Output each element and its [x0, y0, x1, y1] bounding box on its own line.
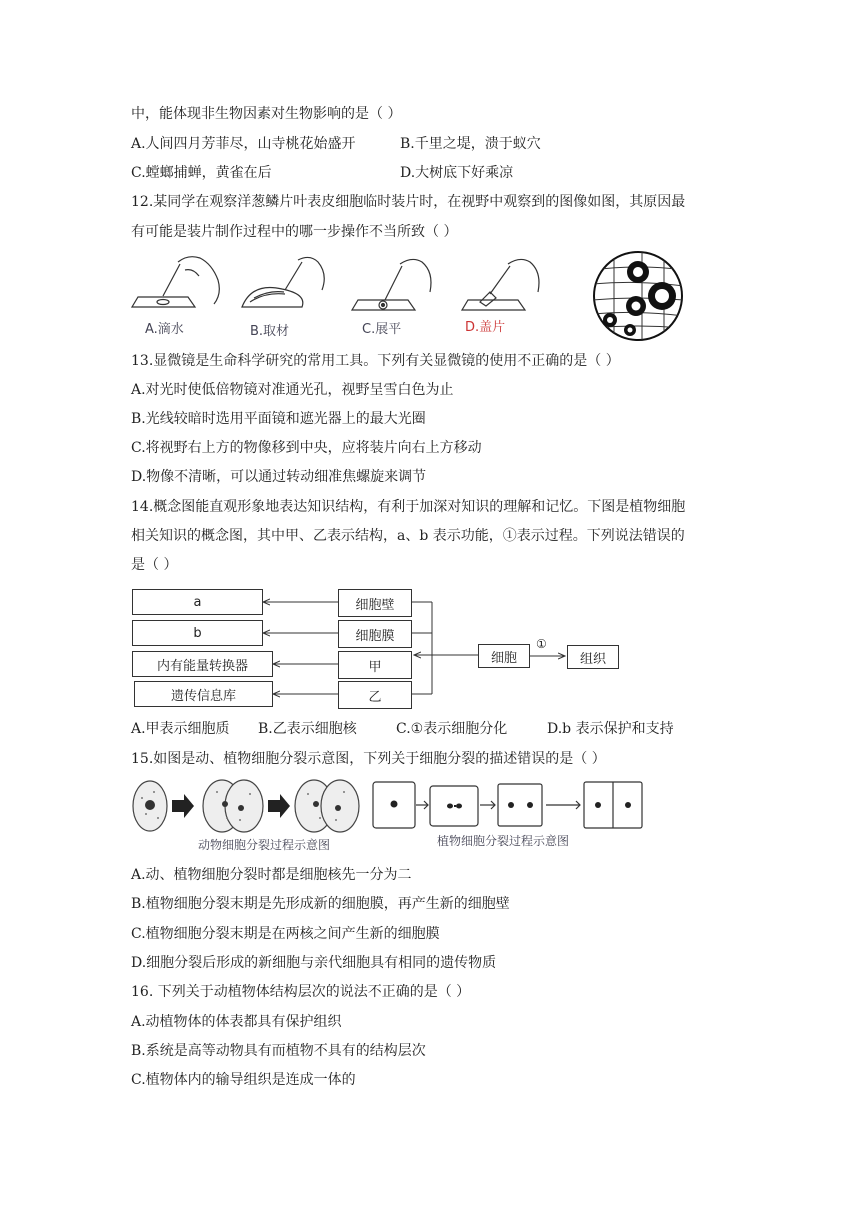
concept-box-tissue: 组织: [567, 645, 619, 669]
animal-division-caption: 动物细胞分裂过程示意图: [198, 838, 331, 852]
plant-division-caption: 植物细胞分裂过程示意图: [437, 834, 570, 848]
q16-option-a: A.动植物体的体表都具有保护组织: [131, 1014, 342, 1030]
step-c-caption: C.展平: [362, 322, 402, 337]
q13-option-d: D.物像不清晰，可以通过转动细准焦螺旋来调节: [131, 469, 427, 485]
q13-option-a: A.对光时使低倍物镜对准通光孔，视野呈雪白色为止: [131, 382, 454, 398]
q11-stem: 中，能体现非生物因素对生物影响的是（ ）: [131, 106, 402, 122]
q14-option-a: A.甲表示细胞质: [131, 721, 230, 737]
q15-option-b: B.植物细胞分裂末期是先形成新的细胞膜，再产生新的细胞壁: [131, 896, 510, 912]
q12-stem-line2: 有可能是装片制作过程中的哪一步操作不当所致（ ）: [131, 224, 458, 240]
concept-process-label: ①: [536, 637, 547, 651]
concept-box-cell: 细胞: [478, 644, 530, 668]
q15-option-d: D.细胞分裂后形成的新细胞与亲代细胞具有相同的遗传物质: [131, 955, 497, 971]
step-a-caption: A.滴水: [145, 322, 184, 337]
concept-box-cell-membrane: 细胞膜: [338, 620, 412, 648]
q15-option-a: A.动、植物细胞分裂时都是细胞核先一分为二: [131, 867, 412, 883]
q11-option-b: B.千里之堤，溃于蚁穴: [400, 136, 541, 152]
q13-stem: 13.显微镜是生命科学研究的常用工具。下列有关显微镜的使用不正确的是（ ）: [131, 353, 620, 369]
q16-stem: 16. 下列关于动植物体结构层次的说法不正确的是（ ）: [131, 984, 471, 1000]
q14-stem-line2: 相关知识的概念图，其中甲、乙表示结构，a、b 表示功能，①表示过程。下列说法错误的: [131, 528, 685, 544]
q11-option-d: D.大树底下好乘凉: [400, 165, 514, 181]
q14-stem-line3: 是（ ）: [131, 557, 178, 573]
concept-box-b: b: [132, 620, 263, 646]
q16-option-c: C.植物体内的输导组织是连成一体的: [131, 1072, 356, 1088]
step-d-caption: D.盖片: [465, 320, 506, 335]
q13-option-b: B.光线较暗时选用平面镜和遮光器上的最大光圈: [131, 411, 426, 427]
q13-option-c: C.将视野右上方的物像移到中央，应将装片向右上方移动: [131, 440, 482, 456]
plant-cell-division-figure: [370, 778, 660, 832]
q16-option-b: B.系统是高等动物具有而植物不具有的结构层次: [131, 1043, 426, 1059]
q14-option-d: D.b 表示保护和支持: [547, 721, 674, 737]
q11-option-c: C.螳螂捕蝉，黄雀在后: [131, 165, 272, 181]
q15-option-c: C.植物细胞分裂末期是在两核之间产生新的细胞膜: [131, 926, 440, 942]
step-b-caption: B.取材: [250, 324, 290, 339]
q15-stem: 15.如图是动、植物细胞分裂示意图，下列关于细胞分裂的描述错误的是（ ）: [131, 751, 606, 767]
concept-box-genetic-info: 遗传信息库: [134, 681, 273, 707]
q11-option-a: A.人间四月芳菲尽，山寺桃花始盛开: [131, 136, 356, 152]
q12-stem-line1: 12.某同学在观察洋葱鳞片叶表皮细胞临时装片时，在视野中观察到的图像如图，其原因最: [131, 194, 686, 210]
concept-box-yi: 乙: [338, 681, 412, 709]
concept-box-a: a: [132, 589, 263, 615]
concept-box-jia: 甲: [338, 651, 412, 679]
q14-option-c: C.①表示细胞分化: [396, 721, 508, 737]
concept-box-energy-converter: 内有能量转换器: [132, 651, 273, 677]
q14-stem-line1: 14.概念图能直观形象地表达知识结构，有利于加深对知识的理解和记忆。下图是植物细胞: [131, 499, 686, 515]
q14-option-b: B.乙表示细胞核: [258, 721, 357, 737]
animal-cell-division-figure: [132, 778, 364, 834]
concept-box-cell-wall: 细胞壁: [338, 589, 412, 617]
